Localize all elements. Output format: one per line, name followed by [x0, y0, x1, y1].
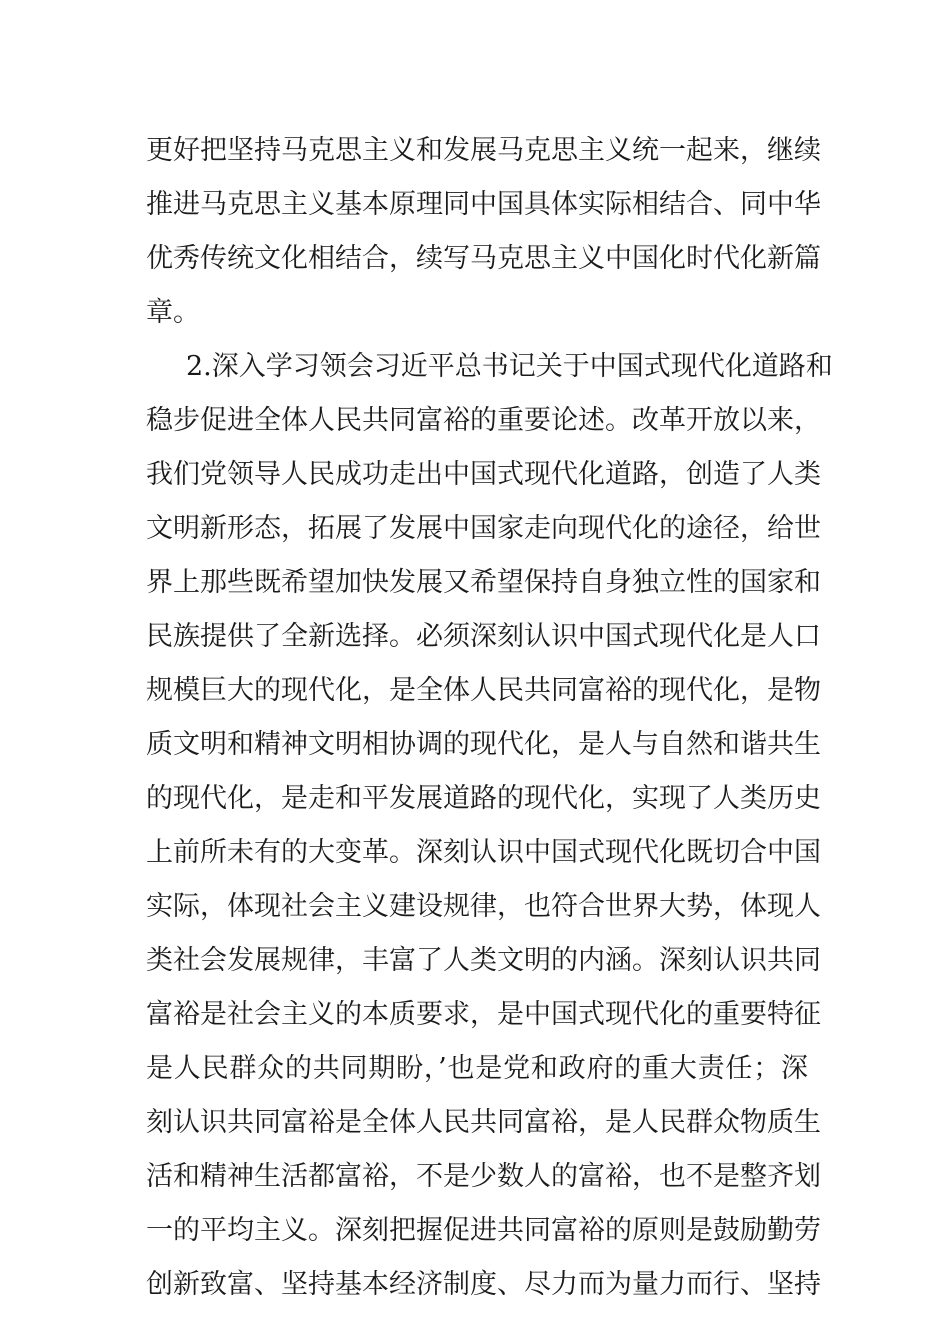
paragraph-2	[146, 340, 833, 1312]
text-line: 活和精神生活都富裕，不是少数人的富裕，也不是整齐划	[146, 1161, 821, 1192]
text-line: 质文明和精神文明相协调的现代化，是人与自然和谐共生	[146, 729, 821, 760]
text-line: 更好把坚持马克思主义和发展马克思主义统一起来，继续	[146, 135, 821, 166]
text-line: 2.深入学习领会习近平总书记关于中国式现代化道路和	[186, 351, 833, 382]
text-line: 是人民群众的共同期盼，’也是党和政府的重大责任；深	[146, 1053, 808, 1084]
text-line: 优秀传统文化相结合，续写马克思主义中国化时代化新篇	[146, 243, 821, 274]
text-line: 创新致富、坚持基本经济制度、尽力而为量力而行、坚持	[146, 1269, 821, 1300]
text-line: 我们党领导人民成功走出中国式现代化道路，创造了人类	[146, 459, 821, 490]
text-line: 实际，体现社会主义建设规律，也符合世界大势，体现人	[146, 891, 821, 922]
text-line: 刻认识共同富裕是全体人民共同富裕，是人民群众物质生	[146, 1107, 821, 1138]
text-line: 富裕是社会主义的本质要求，是中国式现代化的重要特征	[146, 999, 821, 1030]
text-line: 规模巨大的现代化，是全体人民共同富裕的现代化，是物	[146, 675, 821, 706]
text-line: 的现代化，是走和平发展道路的现代化，实现了人类历史	[146, 783, 821, 814]
paragraph-1	[146, 124, 821, 340]
text-line: 界上那些既希望加快发展又希望保持自身独立性的国家和	[146, 567, 821, 598]
text-line: 上前所未有的大变革。深刻认识中国式现代化既切合中国	[146, 837, 821, 868]
body-text	[146, 124, 833, 1312]
text-line: 稳步促进全体人民共同富裕的重要论述。改革开放以来，	[146, 405, 821, 436]
text-line: 章。	[146, 297, 200, 328]
text-line: 类社会发展规律，丰富了人类文明的内涵。深刻认识共同	[146, 945, 821, 976]
text-line: 推进马克思主义基本原理同中国具体实际相结合、同中华	[146, 189, 821, 220]
text-line: 文明新形态，拓展了发展中国家走向现代化的途径，给世	[146, 513, 821, 544]
text-line: 民族提供了全新选择。必须深刻认识中国式现代化是人口	[146, 621, 821, 652]
text-line: 一的平均主义。深刻把握促进共同富裕的原则是鼓励勤劳	[146, 1215, 821, 1246]
